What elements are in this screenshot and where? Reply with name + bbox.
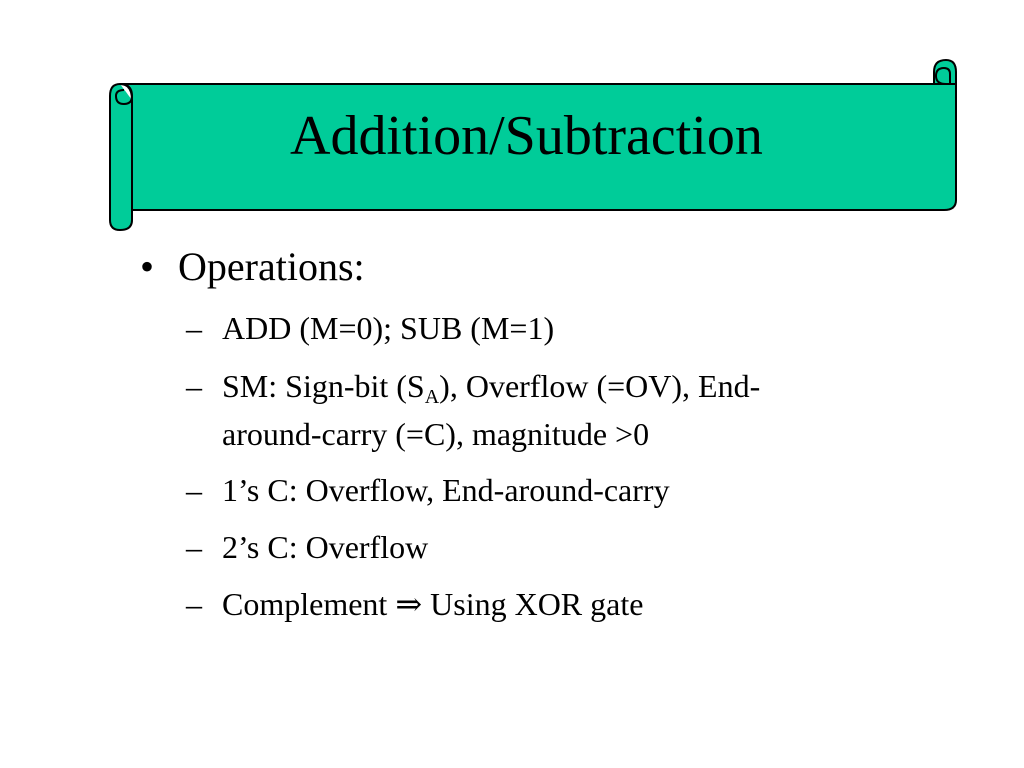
sub-item-text: Complement ⇒ Using XOR gate [222, 586, 644, 622]
dash-marker: – [186, 472, 202, 508]
dash-marker: – [186, 529, 202, 565]
sub-item-text: 2’s C: Overflow [222, 529, 429, 565]
sub-item-text: 1’s C: Overflow, End-around-carry [222, 472, 670, 508]
sub-item-twos-complement [186, 523, 428, 571]
sub-item-text-line2: around-carry (=C), magnitude >0 [222, 416, 650, 452]
subscript-a: A [424, 386, 440, 408]
sub-item-text: ADD (M=0); SUB (M=1) [222, 310, 555, 346]
sub-item-text-pre: SM: Sign-bit (S [222, 368, 425, 404]
slide-title: Addition/Subtraction [290, 105, 763, 167]
sub-item-add-sub [186, 304, 554, 352]
dash-marker: – [186, 310, 202, 346]
sub-item-sign-magnitude [186, 362, 760, 458]
sub-item-complement-xor [186, 580, 643, 628]
bullet-marker: • [140, 244, 155, 289]
bullet-text: Operations: [178, 244, 365, 289]
dash-marker: – [186, 586, 202, 622]
dash-marker: – [186, 368, 202, 404]
sub-item-ones-complement [186, 466, 670, 514]
bullet-operations [140, 243, 365, 291]
sub-item-text-post: ), Overflow (=OV), End- [439, 368, 761, 404]
